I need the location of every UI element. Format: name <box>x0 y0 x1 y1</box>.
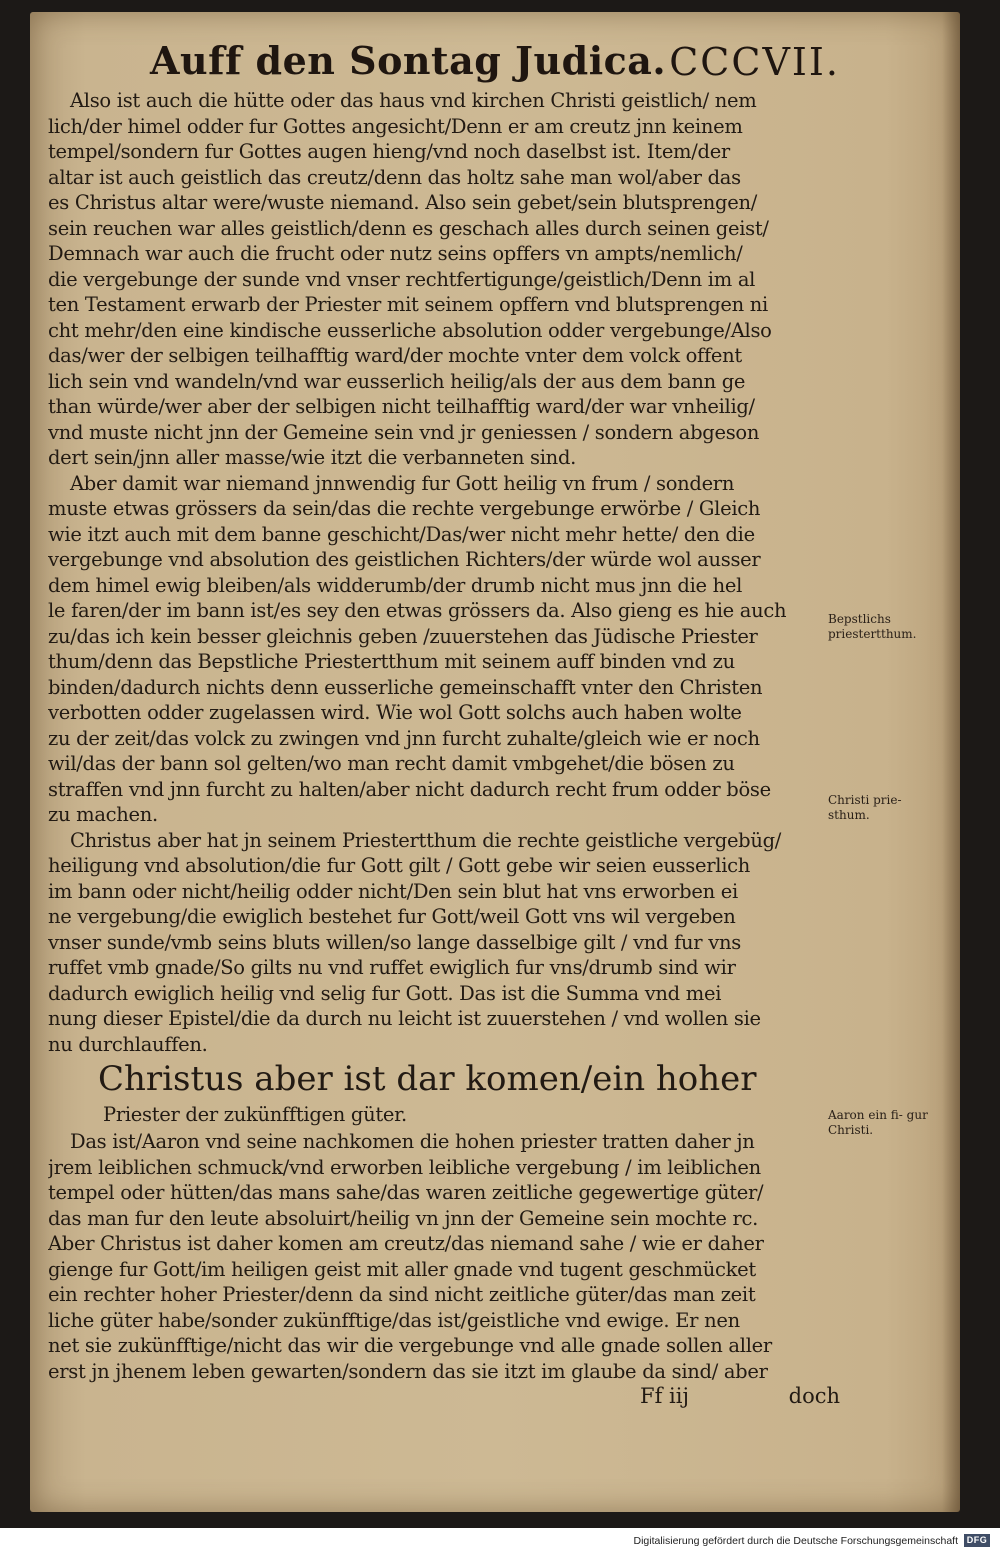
text-line: tempel/sondern fur Gottes augen hieng/vnd noch daselbst ist. Item/der <box>48 140 730 163</box>
text-line: sein reuchen war alles geistlich/denn es geschach alles durch seinen geist/ <box>48 216 769 240</box>
text-line: cht mehr/den eine kindische eusserliche absolution odder vergebunge/Also <box>48 318 772 342</box>
text-line: erst jn jhenem leben gewarten/sondern das sie itzt im glaube da sind/ aber <box>48 1359 768 1383</box>
text-line: das/wer der selbigen teilhafftig ward/der mochte vnter dem volck offent <box>48 344 742 367</box>
text-line: muste etwas grössers da sein/das die rechte vergebunge erwörbe / Gleich <box>48 497 761 520</box>
signature-line <box>640 1384 840 1414</box>
text-line: straffen vnd jnn furcht zu halten/aber nicht dadurch recht frum odder böse <box>48 777 771 801</box>
text-line: nung dieser Epistel/die da durch nu leicht ist zuuerstehen / vnd wollen sie <box>48 1007 761 1030</box>
text-line: Aber Christus ist daher komen am creutz/das niemand sahe / wie er daher <box>48 1232 764 1255</box>
text-line: tempel oder hütten/das mans sahe/das waren zeitliche gegewertige güter/ <box>48 1181 764 1204</box>
text-line: lich/der himel odder fur Gottes angesicht/Denn er am creutz jnn keinem <box>48 114 743 138</box>
funding-credit: Digitalisierung gefördert durch die Deutsche Forschungsgemeinschaft <box>633 1535 958 1547</box>
text-line: altar ist auch geistlich das creutz/denn das holtz sahe man wol/aber das <box>48 165 741 189</box>
text-line: wie itzt auch mit dem banne geschicht/Das/wer nicht mehr hette/ den die <box>48 522 755 546</box>
text-line: ne vergebung/die ewiglich bestehet fur Gott/weil Gott vns wil vergeben <box>48 905 736 928</box>
margin-note: Bepstlichs priestertthum. <box>828 612 917 641</box>
text-line: than würde/wer aber der selbigen nicht teilhafftig ward/der war vnheilig/ <box>48 395 755 418</box>
text-line: jrem leiblichen schmuck/vnd erworben leibliche vergebung / im leiblichen <box>48 1155 761 1179</box>
text-line: zu machen. <box>48 803 158 826</box>
catchword: doch <box>788 1384 840 1408</box>
text-line: vergebunge vnd absolution des geistlichen Richters/der würde wol ausser <box>48 548 761 571</box>
text-line: im bann oder nicht/heilig odder nicht/Den sein blut hat vns erworben ei <box>48 879 738 903</box>
margin-note: Christi prie- sthum. <box>828 793 902 822</box>
text-line: die vergebunge der sunde vnd vnser rechtfertigunge/geistlich/Denn im al <box>48 267 756 291</box>
text-line: Demnach war auch die frucht oder nutz seins opffers vn ampts/nemlich/ <box>48 242 743 265</box>
text-line: verbotten odder zugelassen wird. Wie wol Gott solchs auch haben wolte <box>48 701 742 724</box>
text-line: dadurch ewiglich heilig vnd selig fur Gott. Das ist die Summa vnd mei <box>48 981 722 1005</box>
text-line: Das ist/Aaron vnd seine nachkomen die hohen priester tratten daher jn <box>70 1130 755 1153</box>
section-subheading: Priester der zukünfftigen güter. <box>103 1103 407 1126</box>
dfg-logo: DFG <box>964 1534 990 1547</box>
text-line: thum/denn das Bepstliche Priestertthum mit seinem auff binden vnd zu <box>48 650 735 673</box>
folio-number: CCCVII. <box>669 40 840 84</box>
text-line: vnd muste nicht jnn der Gemeine sein vnd jr geniessen / sondern abgeson <box>48 420 760 444</box>
text-line: heiligung vnd absolution/die fur Gott gilt / Gott gebe wir seien eusserlich <box>48 854 751 877</box>
footer-bar <box>0 1528 1000 1555</box>
text-line: nu durchlauffen. <box>48 1032 208 1056</box>
text-line: dert sein/jnn aller masse/wie itzt die verbanneten sind. <box>48 446 577 469</box>
text-block <box>48 88 828 1384</box>
text-line: gienge fur Gott/im heiligen geist mit aller gnade vnd tugent geschmücket <box>48 1257 756 1281</box>
text-line: binden/dadurch nichts denn eusserliche gemeinschafft vnter den Christen <box>48 675 763 699</box>
signature-mark: Ff iij <box>640 1384 689 1408</box>
text-line: ruffet vmb gnade/So gilts nu vnd ruffet ewiglich fur vns/drumb sind wir <box>48 956 736 979</box>
text-line: Aber damit war niemand jnnwendig fur Gott heilig vn frum / sondern <box>70 471 735 495</box>
text-line: vnser sunde/vmb seins bluts willen/so lange dasselbige gilt / vnd fur vns <box>48 930 741 954</box>
text-line: zu der zeit/das volck zu zwingen vnd jnn furcht zuhalte/gleich wie er noch <box>48 726 760 750</box>
text-line: net sie zukünfftige/nicht das wir die vergebunge vnd alle gnade sollen aller <box>48 1334 772 1357</box>
text-line: liche güter habe/sonder zukünfftige/das ist/geistliche vnd ewige. Er nen <box>48 1308 740 1332</box>
text-line: das man fur den leute absoluirt/heilig vn jnn der Gemeine sein mochte rc. <box>48 1206 759 1230</box>
text-line: lich sein vnd wandeln/vnd war eusserlich heilig/als der aus dem bann ge <box>48 369 746 393</box>
header-title: Auff den Sontag Judica. <box>150 38 667 83</box>
text-line: le faren/der im bann ist/es sey den etwas grössers da. Also gieng es hie auch <box>48 599 787 622</box>
section-heading: Christus aber ist dar komen/ein hoher <box>98 1059 757 1099</box>
text-line: ein rechter hoher Priester/denn da sind nicht zeitliche güter/das man zeit <box>48 1283 756 1306</box>
running-header <box>150 38 840 84</box>
text-line: zu/das ich kein besser gleichnis geben /zuuerstehen das Jüdische Priester <box>48 624 758 648</box>
text-line: es Christus altar were/wuste niemand. Also sein gebet/sein blutsprengen/ <box>48 191 757 214</box>
text-line: dem himel ewig bleiben/als widderumb/der drumb nicht mus jnn die hel <box>48 573 743 597</box>
text-line: Christus aber hat jn seinem Priestertthum die rechte geistliche vergebüg/ <box>70 828 782 852</box>
margin-note: Aaron ein fi- gur Christi. <box>828 1108 928 1137</box>
text-line: wil/das der bann sol gelten/wo man recht damit vmbgehet/die bösen zu <box>48 752 735 775</box>
text-line: ten Testament erwarb der Priester mit seinem opffern vnd blutsprengen ni <box>48 293 768 316</box>
text-line: Also ist auch die hütte oder das haus vnd kirchen Christi geistlich/ nem <box>70 89 757 112</box>
